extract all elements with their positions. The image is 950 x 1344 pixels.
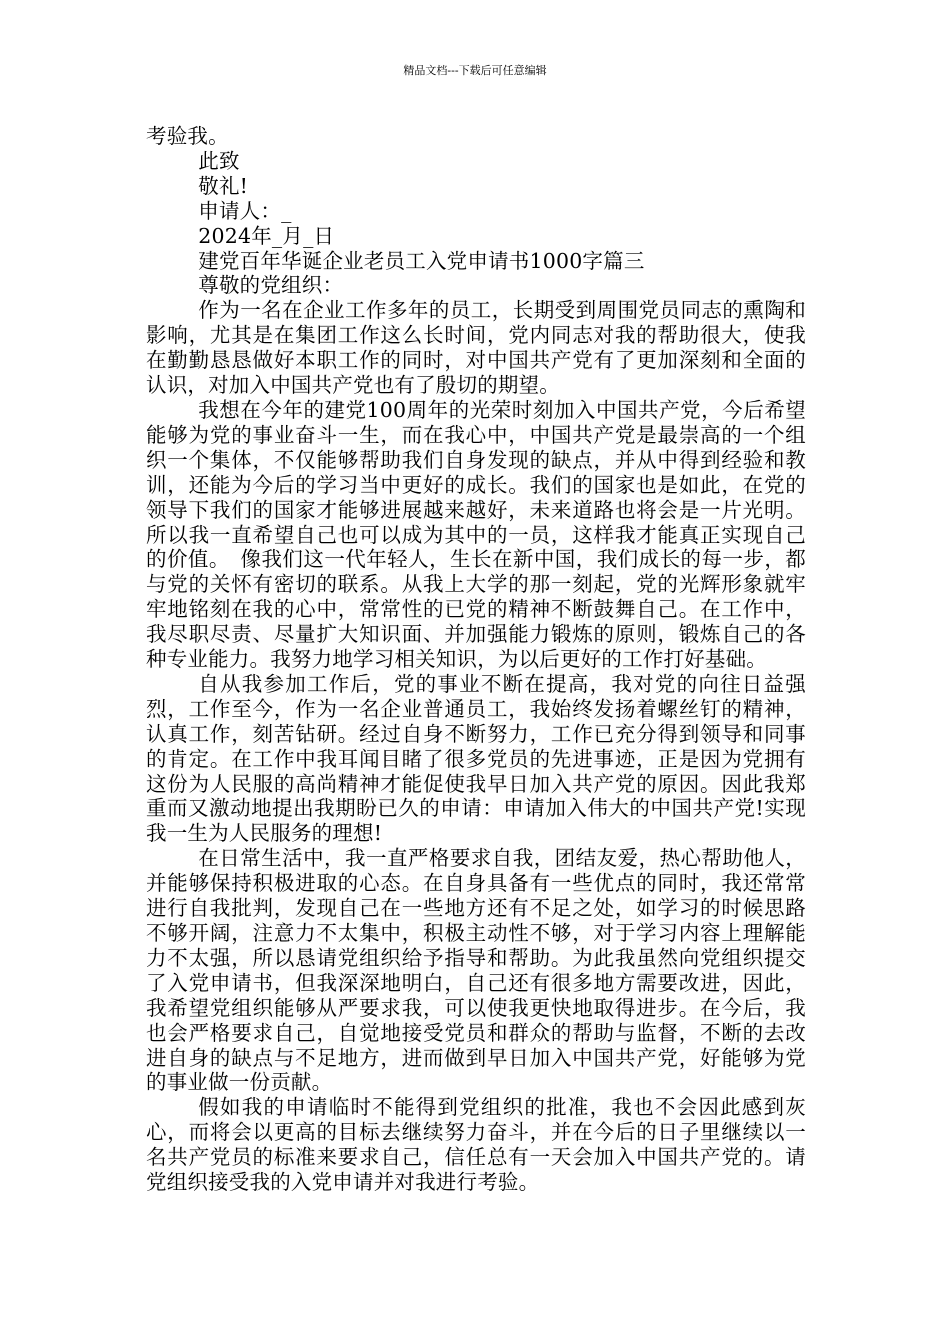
applicant-line: 申请人：_	[198, 198, 292, 223]
page-header: 精品文档---下载后可任意编辑	[403, 64, 547, 77]
continuation-line: 考验我。	[146, 124, 229, 148]
salutation: 尊敬的党组织：	[198, 273, 344, 298]
body-paragraph: 自从我参加工作后，党的事业不断在提高，我对党的向往日益强烈，工作至今，作为一名企业普通员工，我始终发扬着螺丝钉的精神，认真工作，刻苦钻研。经过自身不断努力，工作已充分得到领导和同事的肯定。在工作中我耳闻目睹了很多党员的先进事迹，正是因为党拥有这份为人民服的高尚精神才能促使我早日加入共产党的原因。因此我郑重而又激动地提出我期盼已久的申请：申请加入伟大的中国共产党!实现我一生为人民服务的理想!	[146, 671, 806, 846]
body-paragraph: 在日常生活中，我一直严格要求自我，团结友爱，热心帮助他人，并能够保持积极进取的心态。在自身具备有一些优点的同时，我还常常进行自我批判，发现自己在一些地方还有不足之处，如学习的时候思路不够开阔，注意力不太集中，积极主动性不够，对于学习内容上理解能力不太强，所以恳请党组织给予指导和帮助。为此我虽然向党组织提交了入党申请书，但我深深地明白，自己还有很多地方需要改进，因此，我希望党组织能够从严要求我，可以使我更快地取得进步。在今后，我也会严格要求自己，自觉地接受党员和群众的帮助与监督，不断的去改进自身的缺点与不足地方，进而做到早日加入中国共产党，好能够为党的事业做一份贡献。	[146, 846, 806, 1095]
body-paragraph: 我想在今年的建党100周年的光荣时刻加入中国共产党，今后希望能够为党的事业奋斗一生，而在我心中，中国共产党是最崇高的一个组织一个集体，不仅能够帮助我们自身发现的缺点，并从中得到经验和教训，还能为今后的学习当中更好的成长。我们的国家也是如此，在党的领导下我们的国家才能够进展越来越好，未来道路也将会是一片光明。所以我一直希望自己也可以成为其中的一员，这样我才能真正实现自己的价值。 像我们这一代年轻人，生长在新中国，我们成长的每一步，都与党的关怀有密切的联系。从我上大学的那一刻起，党的光辉形象就牢牢地铭刻在我的心中，常常性的已党的精神不断鼓舞自己。在工作中，我尽职尽责、尽量扩大知识面、并加强能力锻炼的原则，锻炼自己的各种专业能力。我努力地学习相关知识，为以后更好的工作打好基础。	[146, 397, 806, 672]
closing-line-2: 敬礼!	[198, 173, 249, 198]
date-line: 2024年_月_日	[198, 223, 335, 248]
closing-line-1: 此致	[198, 148, 240, 173]
document-body	[146, 124, 806, 1195]
section-title: 建党百年华诞企业老员工入党申请书1000字篇三	[198, 248, 645, 273]
body-paragraph: 作为一名在企业工作多年的员工，长期受到周围党员同志的熏陶和影响，尤其是在集团工作这么长时间，党内同志对我的帮助很大，使我在勤勤恳恳做好本职工作的同时，对中国共产党有了更加深刻和全面的认识，对加入中国共产党也有了殷切的期望。	[146, 298, 806, 398]
body-paragraph: 假如我的申请临时不能得到党组织的批准，我也不会因此感到灰心，而将会以更高的目标去继续努力奋斗，并在今后的日子里继续以一名共产党员的标准来要求自己，信任总有一天会加入中国共产党的。请党组织接受我的入党申请并对我进行考验。	[146, 1095, 806, 1195]
